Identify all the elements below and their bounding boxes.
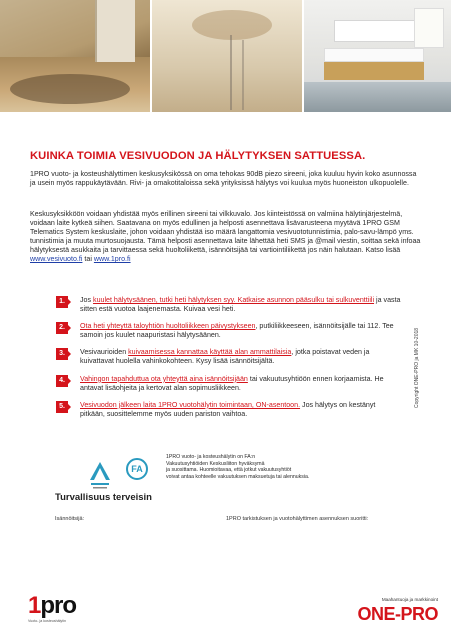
- approval-note: [166, 454, 386, 481]
- intro-paragraph-gsm: [30, 210, 422, 265]
- step-number: 4.: [56, 375, 68, 387]
- step-text: Jos hälytys on kestänyt pitkään, suosittelemme myös uuden pariston vaihtoa.: [80, 400, 376, 418]
- 1pro-logo-mark: 1pro: [28, 592, 77, 619]
- approval-line: voivat antaa kohteelle vakuutuksen maksuetuja tai alennuksia.: [166, 474, 310, 481]
- approval-line: 1PRO vuoto- ja kosteushälytin on FA:n: [166, 454, 256, 460]
- step-highlight: kuivaamisessa kannattaa käyttää alan ammattilaisia: [128, 348, 292, 357]
- step-number: 2.: [56, 322, 68, 334]
- step-item: [56, 401, 401, 419]
- step-highlight: kuulet hälytysäänen, tutki heti hälytyksen syy. Katkaise asunnon pääsulku tai sulkuventtiili: [93, 296, 375, 304]
- intro-gsm-text: Keskusyksikköön voidaan yhdistää myös erillinen sireeni tai vilkkuvalo. Jos kiinteistössä on valmiina hälytinjärjestelmä, voidaan laite kytkeä siihen. Saatavana on myös edullinen ja helposti asennettava lisävarusteena myytävä 1PRO GSM Telematics System keskuslaite, johon voidaan yhdistää iso määrä langattomia vesivuototunnistimia, palo-savu-lämpö yms. tunnistimia ja muuta murtosuojausta. Tämä helposti asennettava laite lähettää heti SMS ja @mail viestin, soittaa sekä infoaa hälytyksestä asukkaita ja tarvittaessa sekä huoltoliikettä, isännöitsijää tai vartiointiliikettä jos näin halutaan. Katso lisää: [30, 210, 421, 255]
- steps-list: [56, 296, 401, 427]
- step-highlight: Ota heti yhteyttä taloyhtiön huoltoliikkeen päivystykseen: [80, 322, 256, 331]
- step-text: , jotka poistavat veden ja kuivattavat huolella vahinkokohteen. Kysy lisää isännöitsijältä.: [80, 348, 370, 366]
- step-number: 5.: [56, 401, 68, 413]
- approval-line: ja suosittama. Huomioitavaa, että jotkut vakuutusyhtiöt: [166, 467, 292, 474]
- step-text: tai vakuutusyhtiöön ennen korjaamista. He antavat lisäohjeita ja kertovat alan sopimusliikkeen.: [80, 374, 384, 392]
- finco-certification-icon: [88, 460, 112, 492]
- one-pro-wordmark: ONE-PRO: [357, 604, 438, 624]
- installer-signature-field: [226, 516, 368, 522]
- photo-flooded-kitchen: [304, 0, 451, 112]
- page-title: KUINKA TOIMIA VESIVUODON JA HÄLYTYKSEN SATTUESSA.: [30, 150, 366, 162]
- step-text: Jos: [80, 296, 92, 304]
- step-highlight: Vahingon tapahduttua ota yhteyttä aina isännöitsijään: [80, 374, 248, 383]
- installer-label: 1PRO tarkistuksen ja vuotohälyttimen asennuksen suoritti:: [226, 516, 369, 522]
- signature-title: Turvallisuus terveisin: [55, 492, 152, 503]
- 1pro-logo-tagline: Vuoto- ja kosteushälytin: [28, 619, 67, 623]
- link-vesivuoto[interactable]: www.vesivuoto.fi: [30, 255, 83, 264]
- one-pro-logo: [322, 597, 438, 624]
- photo-flooded-hallway: [0, 0, 150, 112]
- intro-paragraph-siren: 1PRO vuoto- ja kosteushälyttimen keskusyksikössä on oma tehokas 90dB piezo sireeni, joka kuuluu hyvin koko asunnossa ja usein myös rappukäytävään. Rivi- ja omakotitaloissa sekä yrityksissä hälytys voi kuulua myös huoneiston ulkopuolelle.: [30, 170, 417, 188]
- step-number: 3.: [56, 348, 68, 360]
- one-pro-tagline: Maahantuoja ja markkinoint: [381, 597, 438, 602]
- step-highlight: Vesivuodon jälkeen laita 1PRO vuotohälytin toimintaan, ON-asentoon.: [80, 400, 301, 409]
- manager-label: Isännöitsijä:: [55, 516, 85, 522]
- step-item: [56, 322, 401, 340]
- header-photo-strip: [0, 0, 451, 112]
- 1pro-logo: [28, 594, 98, 628]
- manager-signature-field: [55, 516, 84, 522]
- step-number: 1.: [56, 296, 68, 308]
- approval-line: Vakuutusyhtiöiden Keskusliiton hyväksymä: [166, 460, 265, 467]
- photo-ceiling-leak: [152, 0, 302, 112]
- step-text: Vesivaurioiden: [80, 348, 127, 357]
- copyright-note: Copyright ONE-PRO ja MK 10-2018: [414, 327, 420, 408]
- step-item: [56, 348, 401, 366]
- step-text: , putkiliikkeeseen, isännöitsijälle tai 112. Tee samoin jos kuulet naapuristasi hälytysäänen.: [80, 322, 394, 340]
- step-item: [56, 375, 401, 393]
- intro-conjunction: tai: [84, 255, 92, 264]
- fa-logo-icon: FA: [126, 458, 148, 480]
- step-text: ja vasta sitten estä vuotoa laajenemasta. Kuivaa vesi heti.: [80, 296, 401, 314]
- step-item: [56, 296, 401, 314]
- link-1pro[interactable]: www.1pro.fi: [93, 255, 131, 264]
